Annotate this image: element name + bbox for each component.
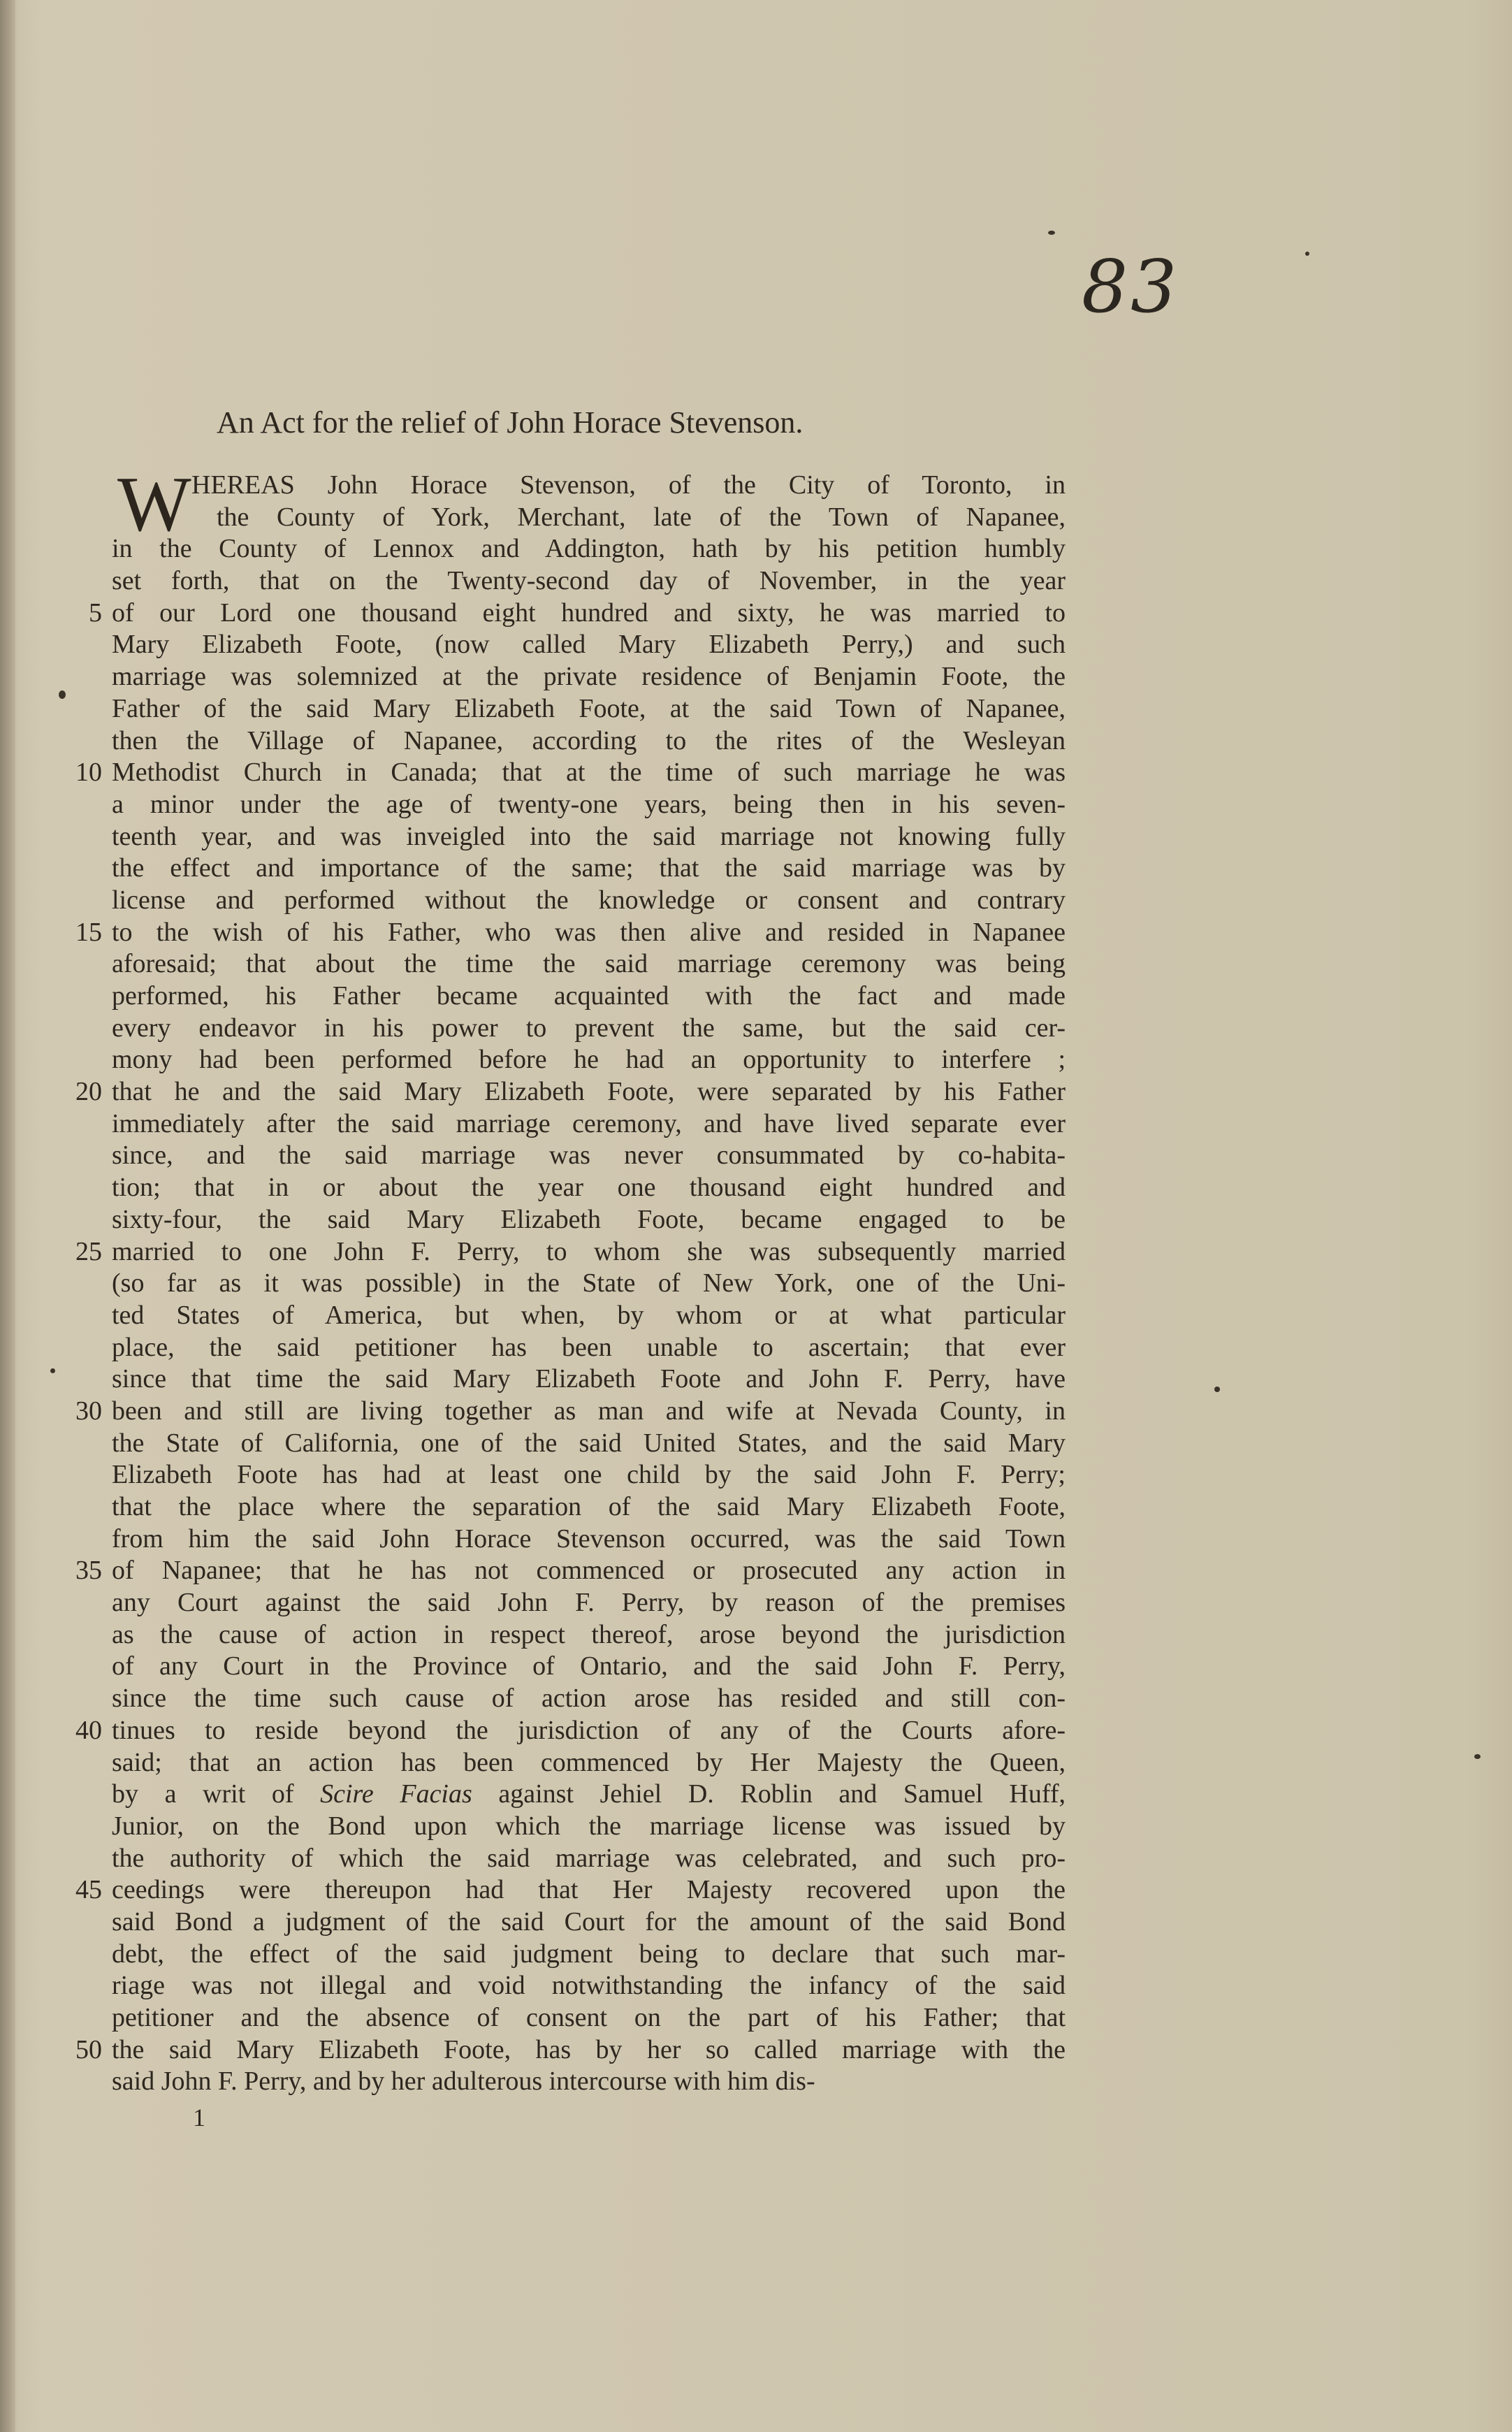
text-line	[112, 1906, 1090, 1939]
text-line	[112, 1811, 1090, 1843]
text-line	[112, 1843, 1090, 1875]
text-line	[112, 1332, 1090, 1364]
line-text: HEREAS John Horace Stevenson, of the City of Toronto, in	[191, 470, 1066, 500]
text-line	[112, 693, 1090, 725]
line-text: Junior, on the Bond upon which the marriage license was issued by	[112, 1811, 1066, 1841]
scan-speck	[1474, 1754, 1481, 1759]
text-line	[75, 1874, 1090, 1906]
line-text: the said Mary Elizabeth Foote, has by her so called marriage with the	[112, 2034, 1066, 2064]
line-text: riage was not illegal and void notwithstanding the infancy of the said	[112, 1971, 1066, 2001]
text-line	[112, 1459, 1090, 1491]
text-line	[75, 1715, 1090, 1747]
line-text: the effect and importance of the same; that the said marriage was by	[112, 853, 1066, 883]
text-line	[75, 1396, 1090, 1428]
line-number: 10	[75, 758, 102, 788]
text-line	[112, 2002, 1090, 2034]
line-text: tinues to reside beyond the jurisdiction of any of the Courts afore-	[112, 1715, 1066, 1745]
line-text: as the cause of action in respect thereof, arose beyond the jurisdiction	[112, 1619, 1066, 1649]
line-number: 15	[75, 917, 102, 947]
text-line	[112, 1587, 1090, 1619]
line-text: Elizabeth Foote has had at least one child by the said John F. Perry;	[112, 1460, 1066, 1490]
line-text: marriage was solemnized at the private residence of Benjamin Foote, the	[112, 662, 1066, 692]
line-text: debt, the effect of the said judgment being to declare that such mar-	[112, 1939, 1066, 1969]
act-body	[75, 461, 1090, 2098]
line-number: 5	[89, 598, 102, 628]
line-text: tion; that in or about the year one thousand eight hundred and	[112, 1173, 1066, 1203]
text-line	[75, 2034, 1090, 2067]
line-text: of our Lord one thousand eight hundred and sixty, he was married to	[112, 598, 1066, 628]
line-text: the County of York, Merchant, late of the Town of Napanee,	[217, 502, 1066, 532]
line-text: (so far as it was possible) in the State of New York, one of the Uni-	[112, 1268, 1066, 1298]
line-number: 30	[75, 1396, 102, 1426]
line-text-part: by a writ of	[112, 1779, 321, 1809]
text-line	[75, 917, 1090, 949]
text-line	[112, 533, 1090, 565]
line-text: been and still are living together as man and wife at Nevada County, in	[112, 1396, 1066, 1426]
line-number: 50	[75, 2034, 102, 2064]
text-line	[112, 1619, 1090, 1651]
text-line	[112, 1268, 1090, 1300]
line-text: said; that an action has been commenced by Her Majesty the Queen,	[112, 1747, 1066, 1777]
text-line	[112, 1523, 1090, 1556]
text-line	[112, 1172, 1090, 1204]
text-line	[112, 885, 1090, 917]
line-text	[112, 1779, 1066, 1811]
line-text: petitioner and the absence of consent on the part of his Father; that	[112, 2003, 1066, 2032]
text-line	[75, 1076, 1090, 1108]
line-text: place, the said petitioner has been unable to ascertain; that ever	[112, 1332, 1066, 1362]
text-line	[112, 1970, 1090, 2002]
text-line	[112, 502, 1090, 534]
text-line	[112, 948, 1090, 980]
text-line	[75, 1555, 1090, 1587]
line-text: since the time such cause of action arose has resided and still con-	[112, 1684, 1066, 1714]
line-text: Mary Elizabeth Foote, (now called Mary Elizabeth Perry,) and such	[112, 630, 1066, 660]
text-line	[112, 1140, 1090, 1172]
line-number: 20	[75, 1077, 102, 1107]
text-line	[112, 629, 1090, 661]
line-text: ceedings were thereupon had that Her Majesty recovered upon the	[112, 1875, 1066, 1905]
text-line	[112, 2066, 1090, 2098]
text-line	[75, 757, 1090, 789]
text-line	[112, 1491, 1090, 1523]
text-line	[112, 1013, 1090, 1045]
line-text: then the Village of Napanee, according to the rites of the Wesleyan	[112, 725, 1066, 755]
binding-edge	[0, 0, 15, 2432]
line-text: ted States of America, but when, by whom or at what particular	[112, 1300, 1066, 1330]
scan-speck	[1305, 252, 1309, 256]
text-line	[112, 821, 1090, 853]
line-text: to the wish of his Father, who was then alive and resided in Napanee	[112, 917, 1066, 947]
line-text: teenth year, and was inveigled into the said marriage not knowing fully	[112, 821, 1066, 851]
scan-speck	[1048, 231, 1055, 235]
text-line	[112, 1651, 1090, 1683]
text-line	[112, 661, 1090, 693]
line-text: set forth, that on the Twenty-second day of November, in the year	[112, 566, 1066, 596]
text-line	[112, 1939, 1090, 1971]
line-number: 45	[75, 1875, 102, 1905]
text-line	[112, 1204, 1090, 1236]
line-text: that he and the said Mary Elizabeth Foote, were separated by his Father	[112, 1077, 1066, 1107]
line-text: of any Court in the Province of Ontario, and the said John F. Perry,	[112, 1651, 1066, 1681]
line-text: every endeavor in his power to prevent the same, but the said cer-	[112, 1013, 1066, 1043]
scan-speck	[1214, 1387, 1220, 1392]
text-line	[112, 1363, 1090, 1396]
text-line	[112, 565, 1090, 598]
text-line	[112, 1428, 1090, 1460]
line-text: of Napanee; that he has not commenced or prosecuted any action in	[112, 1556, 1066, 1586]
text-line	[112, 789, 1090, 821]
text-line	[112, 1747, 1090, 1779]
text-line	[112, 980, 1090, 1013]
line-text: since that time the said Mary Elizabeth Foote and John F. Perry, have	[112, 1364, 1066, 1394]
line-text: that the place where the separation of the said Mary Elizabeth Foote,	[112, 1492, 1066, 1521]
line-text: a minor under the age of twenty-one years, being then in his seven-	[112, 789, 1066, 819]
text-line	[75, 1236, 1090, 1268]
line-text: mony had been performed before he had an opportunity to interfere ;	[112, 1045, 1066, 1075]
line-number: 35	[75, 1556, 102, 1586]
text-line	[112, 1108, 1090, 1141]
line-text: Methodist Church in Canada; that at the time of such marriage he was	[112, 758, 1066, 788]
scan-speck	[50, 1368, 55, 1373]
text-line	[112, 470, 1090, 502]
handwritten-folio-number: 83	[1082, 244, 1180, 329]
text-line	[112, 1683, 1090, 1715]
line-text: in the County of Lennox and Addington, hath by his petition humbly	[112, 534, 1066, 564]
drop-capital: W	[117, 461, 191, 548]
line-text: said Bond a judgment of the said Court for the amount of the said Bond	[112, 1906, 1066, 1937]
line-text: Father of the said Mary Elizabeth Foote, at the said Town of Napanee,	[112, 693, 1066, 723]
line-text: aforesaid; that about the time the said marriage ceremony was being	[112, 949, 1066, 979]
italic-term: Scire Facias	[320, 1779, 472, 1809]
line-text: any Court against the said John F. Perry, by reason of the premises	[112, 1588, 1066, 1618]
line-text: sixty-four, the said Mary Elizabeth Foote, became engaged to be	[112, 1204, 1066, 1234]
line-text: license and performed without the knowledge or consent and contrary	[112, 885, 1066, 915]
scan-speck	[59, 690, 66, 699]
text-line	[112, 1300, 1090, 1332]
signature-mark: 1	[193, 2104, 205, 2131]
text-line	[112, 1779, 1090, 1811]
line-text: immediately after the said marriage ceremony, and have lived separate ever	[112, 1108, 1066, 1138]
line-number: 25	[75, 1236, 102, 1266]
line-number: 40	[75, 1715, 102, 1745]
text-line	[112, 1044, 1090, 1076]
line-text: the State of California, one of the said United States, and the said Mary	[112, 1428, 1066, 1458]
line-text: performed, his Father became acquainted with the fact and made	[112, 981, 1066, 1011]
text-line	[89, 598, 1090, 630]
line-text: the authority of which the said marriage was celebrated, and such pro-	[112, 1843, 1066, 1873]
act-title: An Act for the relief of John Horace Stevenson.	[217, 405, 804, 440]
line-text: married to one John F. Perry, to whom she was subsequently married	[112, 1236, 1066, 1266]
line-text: said John F. Perry, and by her adulterous intercourse with him dis-	[112, 2067, 815, 2097]
line-text: from him the said John Horace Stevenson occurred, was the said Town	[112, 1523, 1066, 1554]
line-text: since, and the said marriage was never consummated by co-habita-	[112, 1141, 1066, 1171]
text-line	[112, 853, 1090, 885]
line-text-part: against Jehiel D. Roblin and Samuel Huff,	[472, 1779, 1066, 1809]
text-line	[112, 725, 1090, 758]
